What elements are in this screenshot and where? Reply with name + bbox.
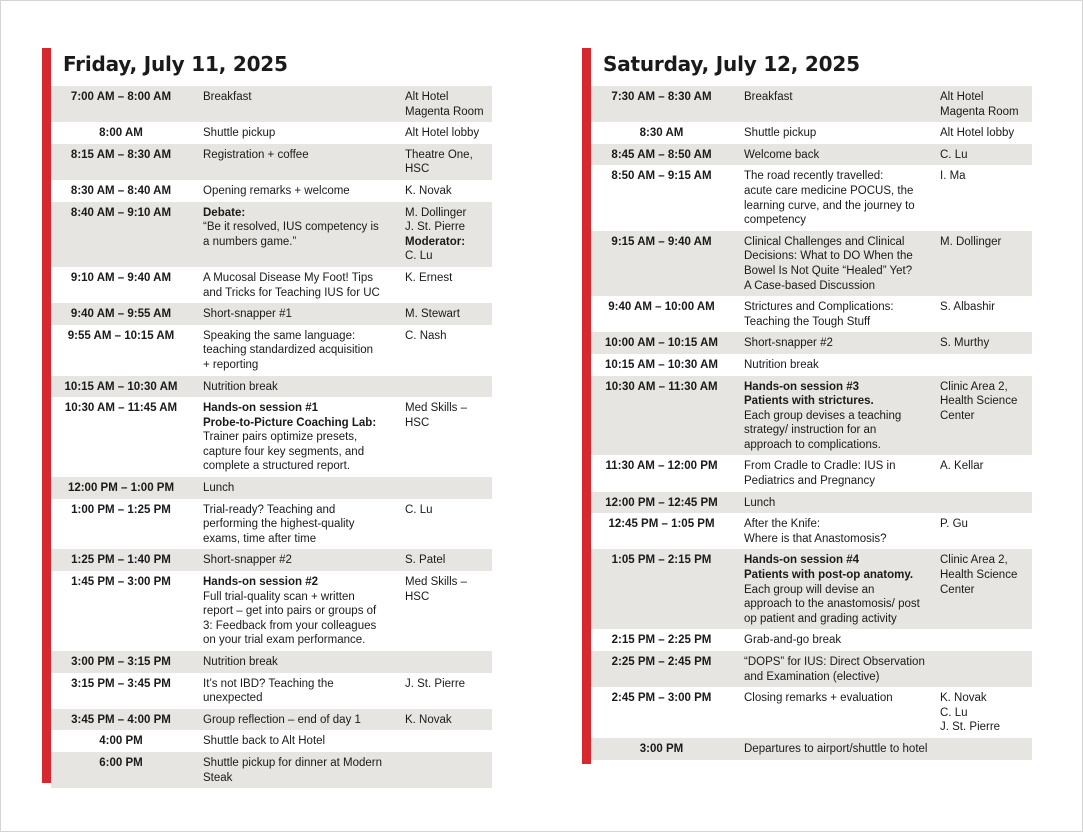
speaker-line: Alt Hotel lobby: [405, 127, 480, 140]
session-time: 6:00 PM: [99, 756, 143, 769]
session-title-line: Short-snapper #1: [203, 308, 292, 321]
speaker-line: Clinic Area 2,: [940, 554, 1008, 567]
session-title-line: Where is that Anastomosis?: [744, 532, 887, 545]
session-time: 8:00 AM: [99, 127, 143, 140]
speaker-line: M. Dollinger: [405, 206, 467, 219]
schedule-row: [51, 202, 492, 267]
schedule-row: [591, 629, 1032, 651]
session-title: [732, 235, 940, 293]
session-time: 12:00 PM – 1:00 PM: [67, 482, 175, 495]
session-title-line: Shuttle back to Alt Hotel: [203, 735, 326, 748]
speaker-line: Theatre One,: [405, 148, 473, 161]
session-title: [732, 553, 940, 626]
session-time: 12:00 PM – 12:45 PM: [605, 496, 718, 509]
schedule-row: [51, 144, 492, 180]
schedule-row: [591, 332, 1032, 354]
session-time: 12:45 PM – 1:05 PM: [608, 518, 715, 531]
speaker-line: Health Science: [940, 569, 1018, 582]
session-time: 4:00 PM: [99, 735, 143, 748]
session-time: 8:50 AM – 9:15 AM: [611, 170, 712, 183]
session-title-line: Teaching the Tough Stuff: [744, 315, 871, 328]
speaker-line: Alt Hotel: [405, 91, 449, 103]
schedule-row: [591, 296, 1032, 332]
session-title: [732, 459, 940, 488]
schedule-row: [591, 455, 1032, 491]
schedule-row: [591, 354, 1032, 376]
session-speaker-location: [940, 691, 1032, 735]
schedule-row: [51, 730, 492, 752]
session-title: [732, 655, 940, 684]
session-title: [191, 575, 405, 648]
speaker-line: K. Novak: [405, 713, 452, 726]
speaker-line: A. Kellar: [940, 460, 984, 473]
session-title-line: Nutrition break: [203, 656, 278, 668]
session-title-line: capture four key segments, and: [203, 445, 365, 458]
session-speaker-location: [405, 206, 492, 264]
session-title: [732, 300, 940, 329]
schedule-row: [51, 549, 492, 571]
session-speaker-location: [940, 235, 1032, 250]
session-title: [732, 148, 940, 163]
schedule-row: [51, 267, 492, 303]
schedule-row: [591, 738, 1032, 760]
friday-rows: [51, 86, 492, 788]
session-time: 10:15 AM – 10:30 AM: [64, 380, 178, 393]
session-title-line: Breakfast: [744, 91, 793, 103]
session-title-bold-line: Patients with post-op anatomy.: [744, 569, 914, 582]
session-title-line: approach to the anastomosis/ post: [744, 598, 920, 611]
session-title: [191, 713, 405, 728]
session-title: [191, 756, 405, 785]
session-title-line: approach to complications.: [744, 438, 881, 451]
session-title-line: Trial-ready? Teaching and: [203, 503, 336, 516]
session-time: 9:10 AM – 9:40 AM: [70, 271, 172, 284]
session-speaker-location: [940, 380, 1032, 424]
session-time: 9:15 AM – 9:40 AM: [611, 235, 712, 248]
speaker-line: S. Murthy: [940, 337, 990, 350]
schedule-row: [51, 571, 492, 651]
speaker-line: I. Ma: [940, 170, 966, 183]
session-time: 10:30 AM – 11:45 AM: [64, 402, 178, 415]
schedule-row: [51, 709, 492, 731]
session-title: [732, 691, 940, 706]
session-speaker-location: [405, 307, 492, 322]
session-title-line: Shuttle pickup: [203, 127, 276, 140]
session-title-line: Breakfast: [203, 91, 252, 103]
friday-heading: Friday, July 11, 2025: [63, 52, 288, 76]
session-title-line: 3: Feedback from your colleagues: [203, 619, 377, 632]
session-title: [732, 742, 940, 757]
session-title-line: acute care medicine POCUS, the: [744, 184, 914, 197]
session-title: [732, 380, 940, 453]
schedule-row: [591, 231, 1032, 296]
schedule-row: [591, 492, 1032, 514]
session-title: [191, 271, 405, 300]
speaker-line: M. Dollinger: [940, 235, 1002, 248]
session-speaker-location: [940, 126, 1032, 141]
session-title-line: It’s not IBD? Teaching the: [203, 677, 334, 690]
session-time: 2:45 PM – 3:00 PM: [611, 692, 712, 705]
session-title-line: Lunch: [744, 496, 776, 509]
speaker-line: K. Novak: [940, 692, 987, 705]
session-title-bold-line: Hands-on session #1: [203, 402, 319, 415]
session-speaker-location: [405, 271, 492, 286]
speaker-line: HSC: [405, 590, 430, 603]
session-title-line: report – get into pairs or groups of: [203, 605, 377, 618]
speaker-line: C. Lu: [940, 148, 968, 161]
speaker-line: HSC: [405, 163, 430, 176]
session-time: 2:25 PM – 2:45 PM: [611, 656, 712, 668]
schedule-row: [591, 165, 1032, 230]
session-title-line: Trainer pairs optimize presets,: [203, 431, 358, 444]
session-time: 8:15 AM – 8:30 AM: [70, 148, 172, 161]
schedule-row: [51, 499, 492, 550]
session-speaker-location: [940, 553, 1032, 597]
session-speaker-location: [940, 90, 1032, 119]
schedule-row: [591, 651, 1032, 687]
session-title: [191, 503, 405, 547]
session-title-line: teaching standardized acquisition: [203, 344, 374, 357]
session-time: 10:15 AM – 10:30 AM: [605, 358, 718, 371]
speaker-line: S. Albashir: [940, 301, 995, 314]
session-title-line: A Mucosal Disease My Foot! Tips: [203, 271, 374, 284]
session-title-line: Opening remarks + welcome: [203, 184, 350, 197]
friday-accent-bar: [42, 48, 51, 783]
session-speaker-location: [940, 517, 1032, 532]
speaker-line: P. Gu: [940, 518, 968, 531]
saturday-rows: [591, 86, 1032, 760]
session-title-line: Full trial-quality scan + written: [203, 590, 355, 603]
session-title: [732, 126, 940, 141]
speaker-line: K. Novak: [405, 184, 452, 197]
session-time: 1:00 PM – 1:25 PM: [71, 503, 171, 516]
speaker-line: Health Science: [940, 395, 1018, 408]
session-title-line: learning curve, and the journey to: [744, 199, 915, 212]
schedule-row: [51, 477, 492, 499]
schedule-row: [51, 752, 492, 788]
session-title-line: a numbers game.”: [203, 235, 297, 248]
session-title: [732, 169, 940, 227]
saturday-accent-bar: [582, 48, 591, 764]
session-title-line: + reporting: [203, 358, 259, 371]
schedule-row: [51, 122, 492, 144]
session-title-line: exams, time after time: [203, 532, 317, 545]
session-title: [191, 553, 405, 568]
session-speaker-location: [940, 148, 1032, 163]
schedule-row: [591, 144, 1032, 166]
session-title-bold-line: Probe-to-Picture Coaching Lab:: [203, 416, 377, 429]
session-title-line: unexpected: [203, 692, 263, 705]
session-title-line: on your trial exam performance.: [203, 634, 366, 647]
session-title: [191, 329, 405, 373]
speaker-line: Center: [940, 583, 975, 596]
session-time: 9:55 AM – 10:15 AM: [67, 329, 175, 342]
session-time: 8:45 AM – 8:50 AM: [611, 148, 712, 161]
session-title-line: Welcome back: [744, 148, 820, 161]
session-title-line: Shuttle pickup: [744, 127, 817, 140]
session-title: [191, 380, 405, 395]
speaker-line: Clinic Area 2,: [940, 380, 1008, 393]
session-title-line: After the Knife:: [744, 518, 821, 531]
session-title-line: strategy/ instruction for an: [744, 424, 877, 437]
session-title-line: Registration + coffee: [203, 148, 309, 161]
speaker-line: Center: [940, 409, 975, 422]
session-title: [732, 496, 940, 511]
session-title-line: Pediatrics and Pregnancy: [744, 475, 876, 488]
session-speaker-location: [405, 329, 492, 344]
speaker-line: S. Patel: [405, 554, 446, 567]
session-time: 9:40 AM – 10:00 AM: [608, 301, 715, 314]
session-title-line: performing the highest-quality: [203, 518, 355, 531]
session-time: 8:40 AM – 9:10 AM: [70, 206, 172, 219]
session-speaker-location: [405, 553, 492, 568]
session-time: 10:30 AM – 11:30 AM: [605, 380, 718, 393]
speaker-line: HSC: [405, 416, 430, 429]
session-title-line: “DOPS” for IUS: Direct Observation: [744, 656, 925, 668]
session-title-line: Short-snapper #2: [744, 337, 833, 350]
schedule-row: [591, 376, 1032, 456]
session-title-line: competency: [744, 214, 807, 227]
session-speaker-location: [405, 713, 492, 728]
session-speaker-location: [940, 459, 1032, 474]
session-title: [191, 184, 405, 199]
schedule-row: [591, 687, 1032, 738]
speaker-line: C. Lu: [405, 503, 433, 516]
session-title-line: Closing remarks + evaluation: [744, 692, 893, 705]
session-title: [732, 336, 940, 351]
session-title-line: Strictures and Complications:: [744, 301, 894, 314]
session-time: 3:00 PM – 3:15 PM: [71, 656, 171, 668]
session-time: 8:30 AM: [639, 127, 684, 140]
speaker-line: Alt Hotel lobby: [940, 127, 1015, 140]
moderator-label: Moderator:: [405, 235, 466, 248]
schedule-row: [591, 86, 1032, 122]
speaker-line: Med Skills –: [405, 576, 467, 589]
session-title-bold-line: Hands-on session #2: [203, 576, 319, 589]
session-speaker-location: [405, 126, 492, 141]
session-title-line: Departures to airport/shuttle to hotel: [744, 742, 928, 755]
session-speaker-location: [940, 169, 1032, 184]
session-time: 1:05 PM – 2:15 PM: [611, 554, 712, 567]
session-title: [191, 677, 405, 706]
session-time: 10:00 AM – 10:15 AM: [605, 337, 718, 350]
session-time: 7:30 AM – 8:30 AM: [611, 91, 712, 103]
session-title-line: and Tricks for Teaching IUS for UC: [203, 286, 380, 299]
session-time: 3:00 PM: [639, 742, 684, 755]
schedule-row: [51, 651, 492, 673]
session-time: 7:00 AM – 8:00 AM: [70, 91, 172, 103]
schedule-row: [51, 397, 492, 477]
saturday-heading: Saturday, July 12, 2025: [603, 52, 860, 76]
session-speaker-location: [405, 90, 492, 119]
session-speaker-location: [405, 148, 492, 177]
session-speaker-location: [940, 336, 1032, 351]
session-title-line: Bowel Is Not Quite “Healed” Yet?: [744, 264, 913, 277]
speaker-line: M. Stewart: [405, 308, 460, 321]
speaker-line: C. Lu: [940, 706, 968, 719]
speaker-line: C. Nash: [405, 329, 447, 342]
session-title: [732, 90, 940, 105]
session-time: 8:30 AM – 8:40 AM: [70, 184, 172, 197]
session-title-line: Decisions: What to DO When the: [744, 250, 913, 263]
schedule-row: [51, 180, 492, 202]
session-speaker-location: [405, 575, 492, 604]
session-speaker-location: [405, 401, 492, 430]
speaker-line: J. St. Pierre: [405, 677, 466, 690]
session-title-line: Lunch: [203, 482, 235, 495]
session-title-line: From Cradle to Cradle: IUS in: [744, 460, 896, 473]
session-title: [191, 126, 405, 141]
session-title: [732, 633, 940, 648]
session-time: 3:15 PM – 3:45 PM: [71, 677, 171, 690]
schedule-row: [591, 513, 1032, 549]
session-speaker-location: [405, 184, 492, 199]
session-title-line: A Case-based Discussion: [744, 279, 876, 292]
session-title: [191, 206, 405, 250]
session-title-line: Group reflection – end of day 1: [203, 713, 361, 726]
speaker-line: Med Skills –: [405, 402, 467, 415]
session-title-line: Shuttle pickup for dinner at Modern Steak: [203, 756, 382, 784]
session-time: 1:25 PM – 1:40 PM: [71, 554, 171, 567]
speaker-line: J. St. Pierre: [940, 721, 1001, 734]
schedule-row: [591, 122, 1032, 144]
speaker-line: C. Lu: [405, 250, 433, 263]
schedule-row: [51, 325, 492, 376]
session-title-bold-line: Hands-on session #4: [744, 554, 860, 567]
schedule-row: [591, 549, 1032, 629]
session-title: [191, 655, 405, 670]
session-title-bold-line: Patients with strictures.: [744, 395, 874, 408]
speaker-line: K. Ernest: [405, 271, 453, 284]
session-title-line: “Be it resolved, IUS competency is: [203, 221, 379, 234]
session-title: [732, 358, 940, 373]
session-title-bold-line: Hands-on session #3: [744, 380, 860, 393]
session-time: 11:30 AM – 12:00 PM: [605, 460, 718, 473]
session-title-line: Nutrition break: [203, 380, 278, 393]
session-title-line: op patient and grading activity: [744, 612, 897, 625]
session-title-line: Short-snapper #2: [203, 554, 292, 567]
session-title-bold-line: Debate:: [203, 206, 246, 219]
schedule-row: [51, 376, 492, 398]
session-speaker-location: [405, 503, 492, 518]
schedule-row: [51, 303, 492, 325]
session-speaker-location: [940, 300, 1032, 315]
session-title: [732, 517, 940, 546]
session-time: 1:45 PM – 3:00 PM: [71, 576, 171, 589]
session-title-line: Clinical Challenges and Clinical: [744, 235, 905, 248]
session-speaker-location: [405, 677, 492, 692]
session-title: [191, 90, 405, 105]
speaker-line: J. St. Pierre: [405, 221, 466, 234]
session-title-line: Each group will devise an: [744, 583, 875, 596]
session-title: [191, 307, 405, 322]
speaker-line: Magenta Room: [940, 105, 1019, 118]
session-title: [191, 148, 405, 163]
session-title: [191, 734, 405, 749]
speaker-line: Alt Hotel: [940, 91, 984, 103]
session-time: 2:15 PM – 2:25 PM: [611, 634, 712, 647]
session-title: [191, 401, 405, 474]
session-title-line: complete a structured report.: [203, 460, 351, 473]
session-time: 9:40 AM – 9:55 AM: [70, 308, 172, 321]
session-title-line: Nutrition break: [744, 358, 819, 371]
schedule-row: [51, 86, 492, 122]
session-time: 3:45 PM – 4:00 PM: [71, 713, 171, 726]
session-title-line: Each group devises a teaching: [744, 409, 902, 422]
schedule-row: [51, 673, 492, 709]
session-title: [191, 481, 405, 496]
session-title-line: and Examination (elective): [744, 670, 880, 683]
speaker-line: Magenta Room: [405, 105, 484, 118]
session-title-line: The road recently travelled:: [744, 170, 884, 183]
session-title-line: Speaking the same language:: [203, 329, 356, 342]
session-title-line: Grab-and-go break: [744, 634, 842, 647]
